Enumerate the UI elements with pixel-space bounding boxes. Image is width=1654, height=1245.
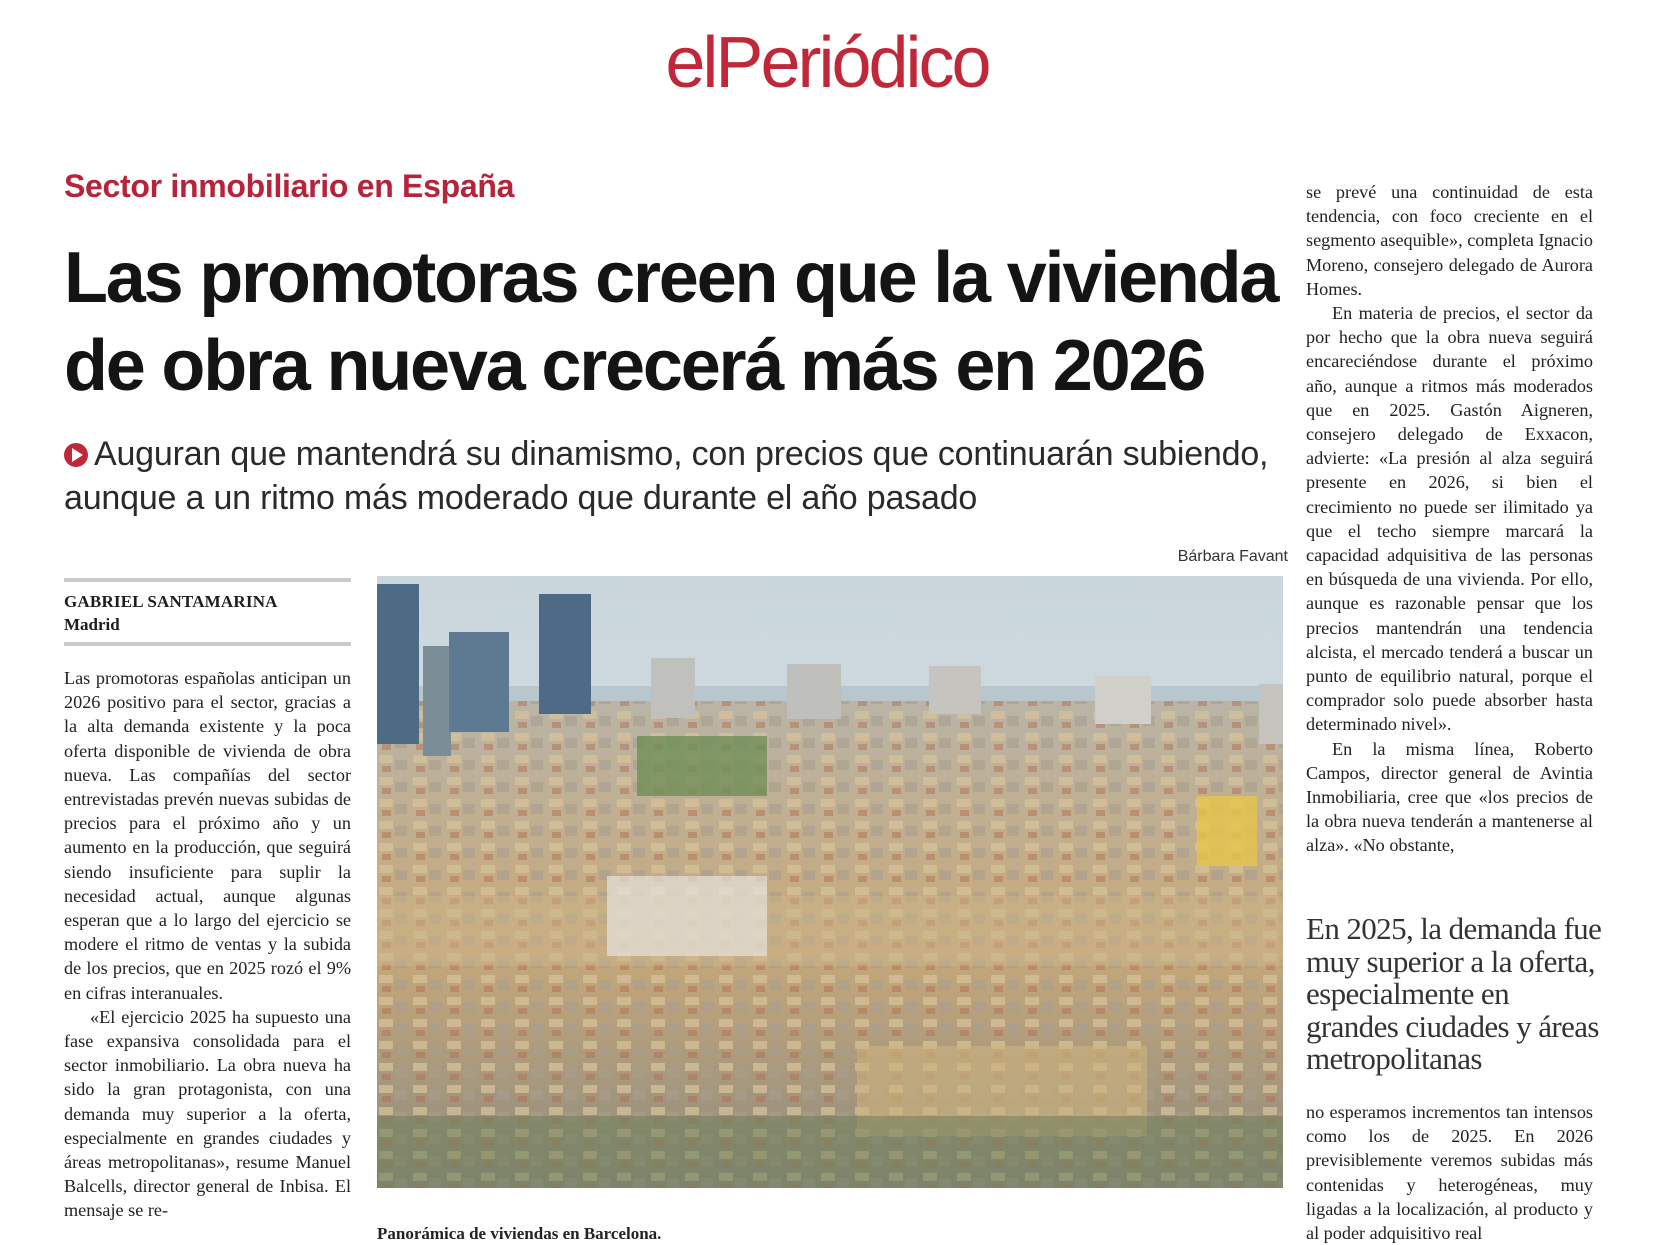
byline-rule-bottom (64, 642, 351, 646)
author-city: Madrid (64, 615, 120, 634)
masthead-logo[interactable]: elPeriódico (665, 23, 989, 103)
body-paragraph: no esperamos incrementos tan intensos como los de 2025. En 2026 previsiblemente veremos subidas más contenidas y heterogéneas, muy ligadas a la localización, al producto y al poder adquisitivo real (1306, 1102, 1593, 1244)
author-name: GABRIEL SANTAMARINA (64, 592, 278, 611)
body-column-right-top (1306, 180, 1593, 858)
headline: Las promotoras creen que la vivienda de obra nueva crecerá más en 2026 (64, 238, 1278, 406)
subheadline (64, 432, 1294, 520)
play-circle-icon (64, 443, 88, 467)
photo-credit: Bárbara Favant (1177, 548, 1288, 565)
body-column-left (64, 666, 351, 1223)
city-panorama-image (377, 576, 1283, 1188)
body-paragraph: En materia de precios, el sector da por hecho que la obra nueva seguirá encareciéndose durante el próximo año, aunque a ritmos más moderados que en 2025. Gastón Aigneren, consejero delegado de Exxacon, advierte: «La presión al alza seguirá presente en 2026, si bien el crecimiento no puede ser ilimitado ya que el techo siempre marcará la capacidad adquisitiva de las personas en búsqueda de una vivienda. Por ello, aunque es razonable pensar que los precios mantendrán una tendencia alcista, el mercado tenderá a buscar un punto de equilibrio natural, porque el comprador solo puede absorber hasta determinado nivel». (1306, 303, 1593, 735)
section-label: Sector inmobiliario en España (64, 168, 515, 204)
body-paragraph: «El ejercicio 2025 ha supuesto una fase expansiva consolidada para el sector inmobiliario. La obra nueva ha sido la gran protagonista, con una demanda muy superior a la oferta, especialmente en grandes ciudades y áreas metropolitanas», resume Manuel Balcells, director general de Inbisa. El mensaje se re- (64, 1006, 351, 1221)
byline (64, 590, 278, 636)
subheadline-text: Auguran que mantendrá su dinamismo, con precios que continuarán subiendo, aunque a un ritmo más moderado que durante el año pasado (64, 435, 1269, 517)
article-photo (377, 576, 1283, 1188)
body-column-right-bottom (1306, 1100, 1593, 1245)
pull-quote: En 2025, la demanda fue muy superior a la oferta, especialmente en grandes ciudades y áreas metropolitanas (1306, 911, 1602, 1076)
photo-caption: Panorámica de viviendas en Barcelona. (377, 1224, 662, 1243)
body-paragraph: Las promotoras españolas anticipan un 2026 positivo para el sector, gracias a la alta demanda existente y la poca oferta disponible de vivienda de obra nueva. Las compañías del sector entrevistadas prevén nuevas subidas de precios para el próximo año y un aumento en la producción, que seguirá siendo insuficiente para suplir la necesidad actual, aunque algunas esperan que a lo largo del ejercicio se modere el ritmo de ventas y la subida de los precios, que en 2025 rozó el 9% en cifras interanuales. (64, 668, 351, 1003)
byline-rule-top (64, 578, 351, 582)
body-paragraph: En la misma línea, Roberto Campos, director general de Avintia Inmobiliaria, cree que «los precios de la obra nueva tenderán a mantenerse al alza». «No obstante, (1306, 738, 1593, 856)
body-paragraph: se prevé una continuidad de esta tendencia, con foco creciente en el segmento asequible», completa Ignacio Moreno, consejero delegado de Aurora Homes. (1306, 182, 1593, 299)
